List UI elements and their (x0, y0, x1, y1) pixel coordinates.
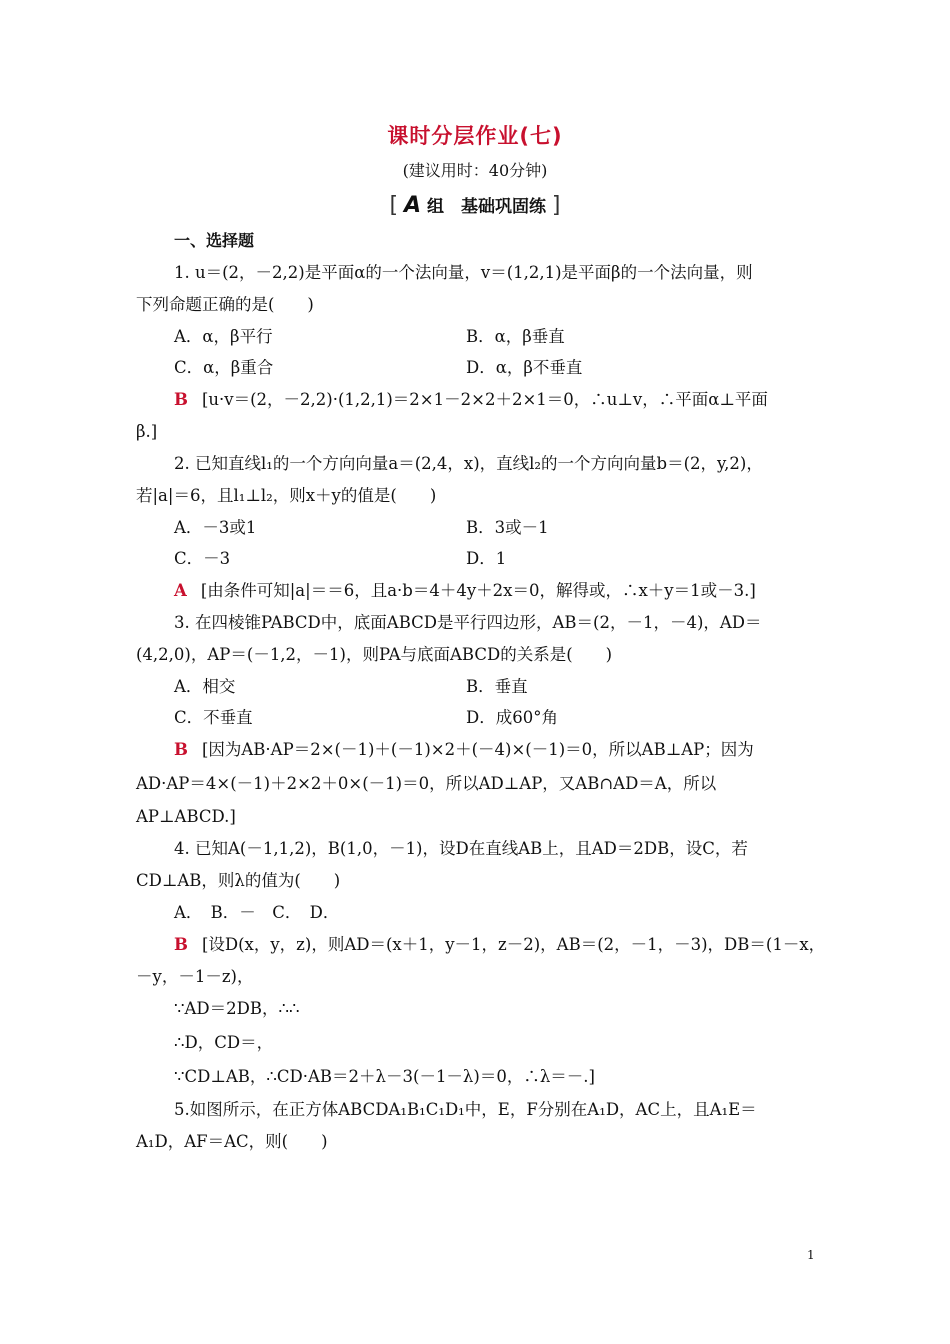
q3-answer (174, 739, 854, 761)
page-number: 1 (807, 1248, 815, 1262)
q1-option-c: C．α，β重合 (174, 358, 274, 377)
q1-answer-letter: B (174, 390, 188, 409)
q2-option-a: A．－3或1 (174, 518, 257, 537)
q3-option-c: C．不垂直 (174, 708, 253, 727)
page-title: 课时分层作业(七) (387, 124, 563, 148)
q3-stem-1: 3. 在四棱锥PABCD中，底面ABCD是平行四边形，AB＝(2，－1，－4)，AD＝ (174, 613, 762, 632)
q5-stem-2: A₁D，AF＝AC，则( ) (136, 1132, 328, 1151)
q1-options-row2 (174, 357, 854, 379)
q3-solution-3: AP⊥ABCD.] (136, 807, 236, 826)
q1-option-b: B．α，β垂直 (466, 327, 565, 346)
q2-option-d: D．1 (466, 549, 507, 568)
q2-solution: [由条件可知|a|＝＝6，且a·b＝4＋4y＋2x＝0，解得或，∴x＋y＝1或－3.] (200, 581, 756, 600)
q2-option-b: B．3或－1 (466, 518, 549, 537)
q3-option-a: A．相交 (174, 677, 236, 696)
q1-stem-2: 下列命题正确的是( ) (136, 295, 314, 314)
q3-answer-letter: B (174, 740, 188, 759)
q2-options-row2 (174, 548, 854, 570)
q4-answer (174, 934, 854, 956)
q1-solution-1: [u·v＝(2，－2,2)·(1,2,1)＝2×1－2×2＋2×1＝0，∴u⊥v，∴平面α⊥平面 (201, 390, 768, 409)
q1-answer (174, 389, 854, 411)
q3-stem-2: (4,2,0)，AP＝(－1,2，－1)，则PA与底面ABCD的关系是( ) (136, 645, 613, 664)
q2-options-row1 (174, 517, 854, 539)
q1-stem-1: 1. u＝(2，－2,2)是平面α的一个法向量，v＝(1,2,1)是平面β的一个法向量，则 (174, 263, 753, 282)
q1-options-row1 (174, 326, 854, 348)
q1-solution-2: β.] (136, 422, 158, 441)
q4-solution-4: ∴D，CD＝， (174, 1033, 274, 1052)
group-heading (0, 192, 950, 218)
q3-solution-1: [因为AB·AP＝2×(－1)＋(－1)×2＋(－4)×(－1)＝0，所以AB⊥AP；因为 (201, 740, 754, 759)
q2-stem-1: 2. 已知直线l₁的一个方向向量a＝(2,4，x)，直线l₂的一个方向向量b＝(2，y,2)， (174, 454, 763, 473)
q3-option-d: D．成60°角 (466, 708, 558, 727)
group-letter: A (404, 193, 422, 218)
q4-answer-letter: B (174, 935, 188, 954)
q2-stem-2: 若|a|＝6，且l₁⊥l₂，则x＋y的值是( ) (136, 486, 437, 505)
time-hint: (建议用时：40分钟) (402, 161, 548, 180)
q4-solution-2: －y，－1－z)， (136, 967, 254, 986)
q3-solution-2: AD·AP＝4×(－1)＋2×2＋0×(－1)＝0，所以AD⊥AP，又AB∩AD＝A，所以 (136, 774, 717, 793)
q4-stem-1: 4. 已知A(－1,1,2)，B(1,0，－1)，设D在直线AB上，且AD＝2DB，设C，若 (174, 839, 748, 858)
q1-option-d: D．α，β不垂直 (466, 358, 583, 377)
q4-stem-2: CD⊥AB，则λ的值为( ) (136, 871, 341, 890)
q5-stem-1: 5.如图所示，在正方体ABCDA₁B₁C₁D₁中，E，F分别在A₁D，AC上，且A₁E＝ (174, 1100, 757, 1119)
q4-solution-1: [设D(x，y，z)，则AD＝(x＋1，y－1，z－2)，AB＝(2，－1，－3)，DB＝(1－x， (201, 935, 826, 954)
bracket-left: [ (389, 193, 399, 218)
q2-answer (174, 580, 854, 602)
q4-options: A． B．－ C． D． (174, 903, 340, 922)
q1-option-a: A．α，β平行 (174, 327, 273, 346)
group-text: 组 基础巩固练 (426, 197, 546, 217)
q3-option-b: B．垂直 (466, 677, 528, 696)
section-heading: 一、选择题 (174, 231, 255, 250)
q2-option-c: C．－3 (174, 549, 231, 568)
q3-options-row1 (174, 676, 854, 698)
q3-options-row2 (174, 707, 854, 729)
q2-answer-letter: A (174, 581, 187, 600)
q4-solution-5: ∵CD⊥AB，∴CD·AB＝2＋λ－3(－1－λ)＝0，∴λ＝－.] (174, 1067, 595, 1086)
bracket-right: ] (551, 193, 561, 218)
q4-solution-3: ∵AD＝2DB，∴∴ (174, 999, 300, 1018)
